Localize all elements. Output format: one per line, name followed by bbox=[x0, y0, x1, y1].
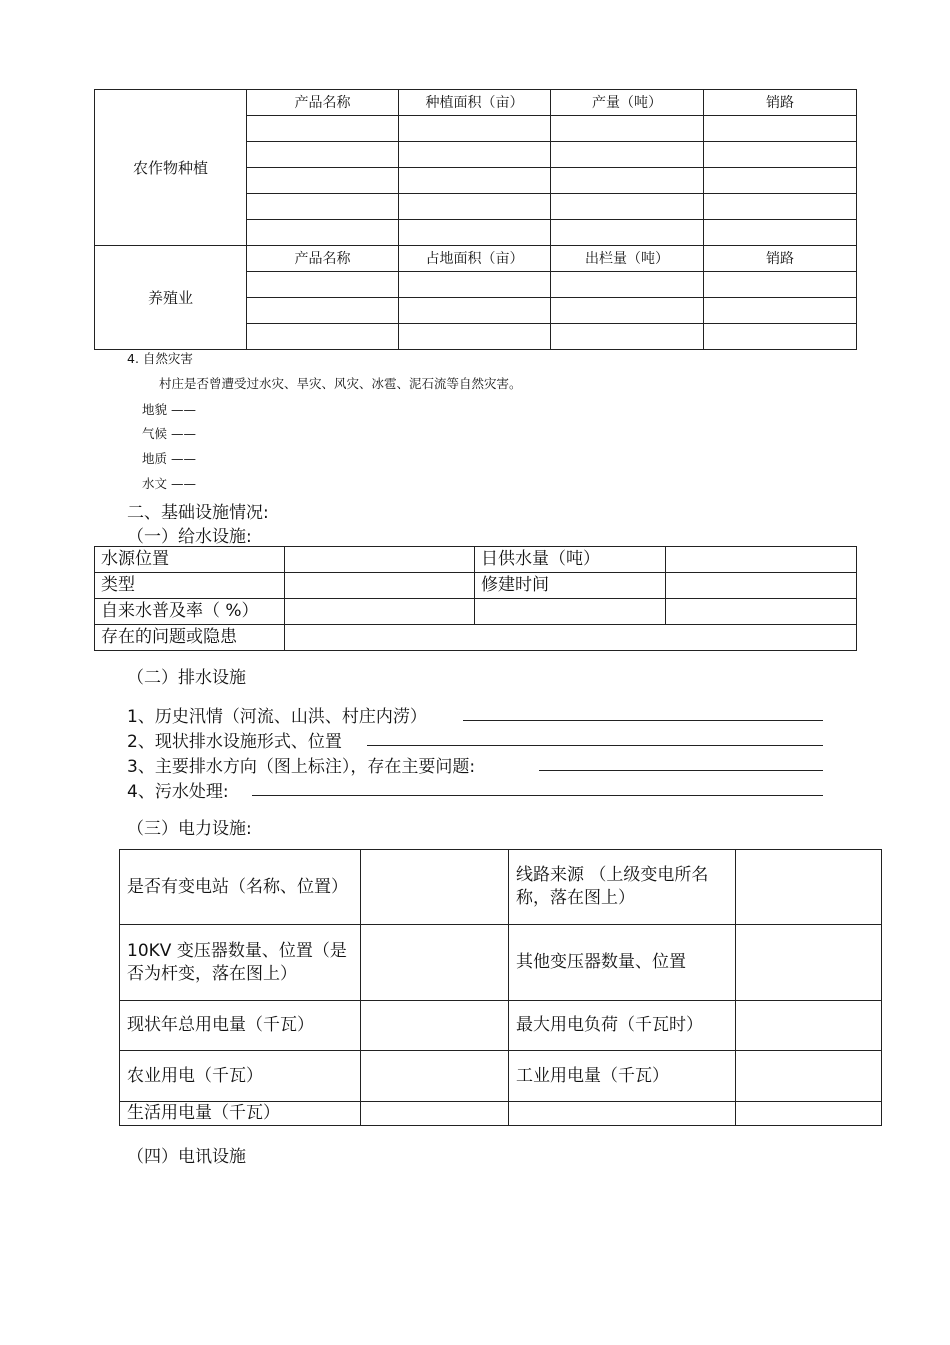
disaster-item-climate: 气候 —— bbox=[142, 426, 196, 441]
table-cell[interactable] bbox=[551, 142, 704, 168]
drainage-item-direction: 3、主要排水方向（图上标注），存在主要问题: bbox=[127, 757, 476, 777]
table-cell[interactable] bbox=[551, 298, 704, 324]
crop-row-label: 农作物种植 bbox=[95, 90, 247, 246]
table-cell[interactable] bbox=[361, 1001, 509, 1051]
power-heading: （三）电力设施: bbox=[127, 819, 252, 839]
table-cell[interactable] bbox=[736, 925, 882, 1001]
disaster-heading: 4. 自然灾害 bbox=[127, 351, 193, 366]
domestic-usage-label: 生活用电量（千瓦） bbox=[120, 1102, 361, 1126]
table-cell[interactable] bbox=[399, 168, 551, 194]
table-row bbox=[120, 1102, 882, 1126]
table-cell[interactable] bbox=[551, 194, 704, 220]
table-row bbox=[120, 1051, 882, 1102]
table-cell[interactable] bbox=[247, 220, 399, 246]
table-row bbox=[120, 1001, 882, 1051]
other-transformers-label: 其他变压器数量、位置 bbox=[509, 925, 736, 1001]
table-cell[interactable] bbox=[704, 324, 857, 350]
table-cell[interactable] bbox=[704, 272, 857, 298]
table-cell[interactable] bbox=[704, 220, 857, 246]
answer-line[interactable] bbox=[367, 745, 823, 746]
disaster-item-geology: 地质 —— bbox=[142, 451, 196, 466]
table-cell[interactable] bbox=[666, 599, 857, 625]
transformer-10kv-label: 10KV 变压器数量、位置（是否为杆变，落在图上） bbox=[120, 925, 361, 1001]
max-load-label: 最大用电负荷（千瓦时） bbox=[509, 1001, 736, 1051]
table-cell[interactable] bbox=[247, 272, 399, 298]
substation-label: 是否有变电站（名称、位置） bbox=[120, 850, 361, 925]
table-cell[interactable] bbox=[361, 850, 509, 925]
type-label: 类型 bbox=[95, 573, 285, 599]
answer-line[interactable] bbox=[463, 720, 823, 721]
crop-header-sales: 销路 bbox=[704, 90, 857, 116]
power-table bbox=[119, 849, 882, 1126]
livestock-row-label: 养殖业 bbox=[95, 246, 247, 350]
table-cell[interactable] bbox=[247, 168, 399, 194]
table-cell[interactable] bbox=[399, 142, 551, 168]
table-cell[interactable] bbox=[551, 324, 704, 350]
table-row bbox=[95, 625, 857, 651]
table-row bbox=[95, 599, 857, 625]
table-cell[interactable] bbox=[736, 1051, 882, 1102]
build-time-label: 修建时间 bbox=[475, 573, 666, 599]
table-cell[interactable] bbox=[399, 324, 551, 350]
table-cell[interactable] bbox=[399, 298, 551, 324]
problems-label: 存在的问题或隐患 bbox=[95, 625, 285, 651]
table-cell[interactable] bbox=[704, 116, 857, 142]
table-row bbox=[120, 925, 882, 1001]
coverage-label: 自来水普及率（ %） bbox=[95, 599, 285, 625]
table-cell[interactable] bbox=[551, 168, 704, 194]
table-cell[interactable] bbox=[736, 1102, 882, 1126]
table-cell[interactable] bbox=[285, 599, 475, 625]
production-table bbox=[94, 89, 857, 350]
source-location-label: 水源位置 bbox=[95, 547, 285, 573]
table-cell[interactable] bbox=[551, 116, 704, 142]
table-cell[interactable] bbox=[247, 142, 399, 168]
table-cell[interactable] bbox=[666, 547, 857, 573]
answer-line[interactable] bbox=[252, 795, 823, 796]
table-cell[interactable] bbox=[509, 1102, 736, 1126]
disaster-item-landform: 地貌 —— bbox=[142, 402, 196, 417]
crop-header-product: 产品名称 bbox=[247, 90, 399, 116]
table-cell[interactable] bbox=[285, 573, 475, 599]
table-cell[interactable] bbox=[285, 547, 475, 573]
table-cell[interactable] bbox=[704, 168, 857, 194]
table-cell[interactable] bbox=[666, 573, 857, 599]
table-cell[interactable] bbox=[475, 599, 666, 625]
table-cell[interactable] bbox=[247, 324, 399, 350]
livestock-header-area: 占地面积（亩） bbox=[399, 246, 551, 272]
industrial-usage-label: 工业用电量（千瓦） bbox=[509, 1051, 736, 1102]
table-cell[interactable] bbox=[399, 194, 551, 220]
drainage-item-flood-history: 1、历史汛情（河流、山洪、村庄内涝） bbox=[127, 707, 427, 727]
answer-line[interactable] bbox=[539, 770, 823, 771]
table-cell[interactable] bbox=[704, 142, 857, 168]
water-supply-heading: （一）给水设施: bbox=[127, 527, 252, 547]
livestock-header-product: 产品名称 bbox=[247, 246, 399, 272]
table-cell[interactable] bbox=[285, 625, 857, 651]
table-cell[interactable] bbox=[736, 850, 882, 925]
table-cell[interactable] bbox=[247, 116, 399, 142]
drainage-heading: （二）排水设施 bbox=[127, 668, 246, 688]
table-cell[interactable] bbox=[399, 272, 551, 298]
table-cell[interactable] bbox=[551, 220, 704, 246]
infrastructure-heading: 二、基础设施情况: bbox=[127, 503, 269, 523]
table-cell[interactable] bbox=[361, 925, 509, 1001]
table-cell[interactable] bbox=[361, 1102, 509, 1126]
annual-usage-label: 现状年总用电量（千瓦） bbox=[120, 1001, 361, 1051]
table-cell[interactable] bbox=[361, 1051, 509, 1102]
disaster-item-hydrology: 水文 —— bbox=[142, 476, 196, 491]
table-cell[interactable] bbox=[247, 298, 399, 324]
table-row bbox=[95, 547, 857, 573]
crop-header-area: 种植面积（亩） bbox=[399, 90, 551, 116]
daily-supply-label: 日供水量（吨） bbox=[475, 547, 666, 573]
table-cell[interactable] bbox=[704, 194, 857, 220]
agri-usage-label: 农业用电（千瓦） bbox=[120, 1051, 361, 1102]
line-source-label: 线路来源 （上级变电所名称，落在图上） bbox=[509, 850, 736, 925]
table-cell[interactable] bbox=[247, 194, 399, 220]
table-cell[interactable] bbox=[736, 1001, 882, 1051]
crop-header-output: 产量（吨） bbox=[551, 90, 704, 116]
telecom-heading: （四）电讯设施 bbox=[127, 1147, 246, 1167]
drainage-item-sewage: 4、污水处理: bbox=[127, 782, 229, 802]
table-row bbox=[120, 850, 882, 925]
disaster-question: 村庄是否曾遭受过水灾、旱灾、风灾、冰雹、泥石流等自然灾害。 bbox=[159, 376, 522, 391]
water-supply-table bbox=[94, 546, 857, 651]
livestock-header-output: 出栏量（吨） bbox=[551, 246, 704, 272]
table-cell[interactable] bbox=[399, 116, 551, 142]
livestock-header-sales: 销路 bbox=[704, 246, 857, 272]
table-cell[interactable] bbox=[704, 298, 857, 324]
drainage-item-current-form: 2、现状排水设施形式、位置 bbox=[127, 732, 342, 752]
table-cell[interactable] bbox=[399, 220, 551, 246]
table-row bbox=[95, 573, 857, 599]
table-cell[interactable] bbox=[551, 272, 704, 298]
